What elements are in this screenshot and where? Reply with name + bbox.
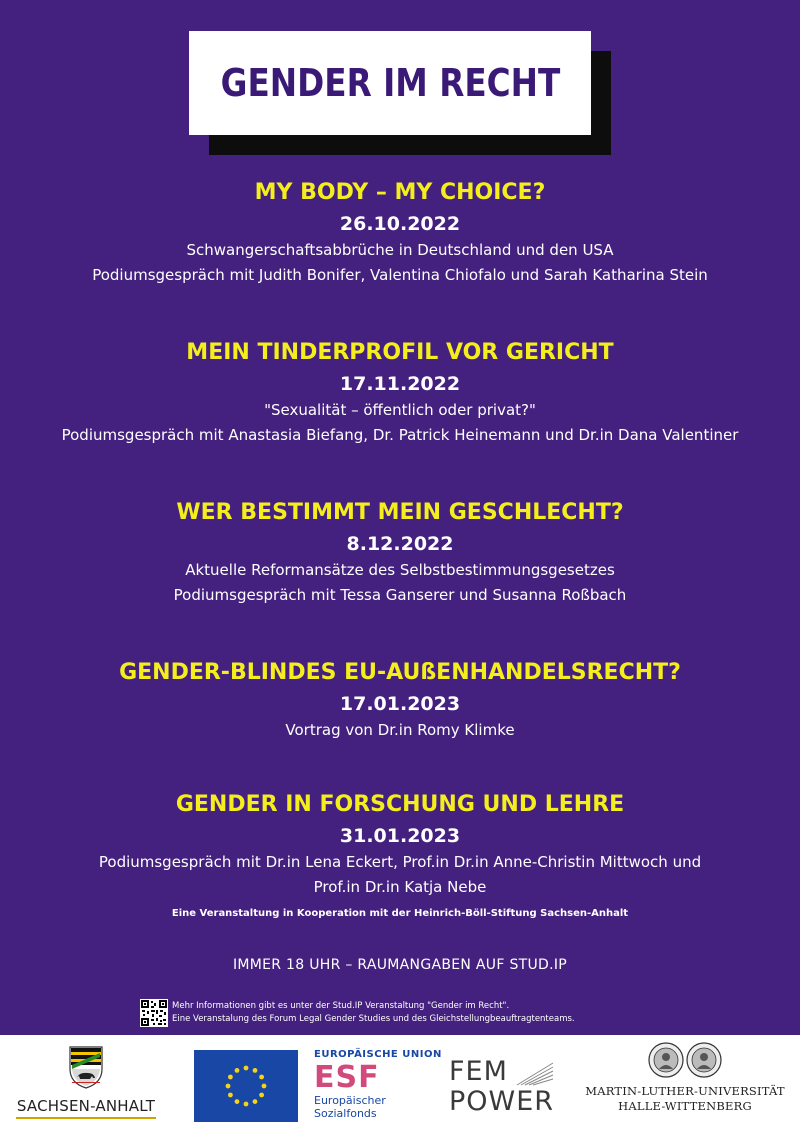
event-list: [0, 176, 800, 922]
fem-label: FEM: [449, 1056, 508, 1087]
fem-power-logo: [449, 1057, 589, 1117]
event-date: 8.12.2022: [346, 533, 454, 555]
event-5: [0, 788, 800, 922]
sachsen-anhalt-label: SACHSEN-ANHALT: [16, 1097, 156, 1115]
university-seal-icon: [686, 1042, 722, 1078]
power-label: POWER: [449, 1086, 555, 1117]
cooperation-note: Eine Veranstaltung in Kooperation mit der Heinrich-Böll-Stiftung Sachsen-Anhalt: [171, 908, 629, 919]
mlu-logo: [585, 1042, 785, 1114]
event-date: 26.10.2022: [339, 213, 461, 235]
info-block: [140, 998, 575, 1028]
event-date: 17.11.2022: [339, 373, 461, 395]
event-speakers: Vortrag von Dr.in Romy Klimke: [285, 721, 515, 739]
event-speakers: Podiumsgespräch mit Tessa Ganserer und Susanna Roßbach: [173, 586, 627, 604]
qr-code-icon[interactable]: [140, 999, 168, 1027]
title-block: [189, 31, 591, 135]
info-line-1: Mehr Informationen gibt es unter der Stud.IP Veranstaltung "Gender im Recht".: [172, 1001, 510, 1011]
time-note: IMMER 18 UHR – RAUMANGABEN AUF STUD.IP: [232, 957, 568, 973]
event-title: MY BODY – MY CHOICE?: [254, 180, 546, 205]
event-4: [0, 656, 800, 788]
esf-abbreviation: ESF: [314, 1060, 380, 1095]
event-date: 17.01.2023: [339, 693, 461, 715]
event-1: [0, 176, 800, 336]
fem-power-graphic-icon: [515, 1061, 555, 1087]
title-box: [189, 31, 591, 135]
eu-flag-icon: [194, 1050, 298, 1122]
mlu-name-line-2: HALLE-WITTENBERG: [618, 1099, 752, 1113]
event-2: [0, 336, 800, 496]
university-seal-icon: [648, 1042, 684, 1078]
sachsen-anhalt-logo: [6, 1045, 166, 1119]
esf-logo: [314, 1049, 444, 1120]
event-speakers-continued: Prof.in Dr.in Katja Nebe: [313, 878, 487, 896]
event-3: [0, 496, 800, 656]
sachsen-anhalt-underline: [16, 1117, 156, 1119]
esf-union-label: EUROPÄISCHE UNION: [314, 1049, 442, 1060]
event-title: GENDER-BLINDES EU-AUßENHANDELSRECHT?: [119, 660, 681, 685]
event-speakers: Podiumsgespräch mit Anastasia Biefang, Dr. Patrick Heinemann und Dr.in Dana Valentiner: [61, 426, 739, 444]
sponsor-footer: [0, 1035, 800, 1132]
coat-of-arms-icon: [68, 1045, 104, 1089]
mlu-seals: [585, 1042, 785, 1078]
event-speakers: Podiumsgespräch mit Dr.in Lena Eckert, Prof.in Dr.in Anne-Christin Mittwoch und: [98, 853, 702, 871]
esf-name-line-1: Europäischer: [314, 1094, 386, 1107]
event-title: WER BESTIMMT MEIN GESCHLECHT?: [176, 500, 624, 525]
event-title: GENDER IN FORSCHUNG UND LEHRE: [175, 792, 625, 817]
event-description: "Sexualität – öffentlich oder privat?": [264, 401, 536, 419]
page-title: GENDER IM RECHT: [220, 61, 560, 105]
info-text: [172, 1000, 575, 1026]
event-speakers: Podiumsgespräch mit Judith Bonifer, Valentina Chiofalo und Sarah Katharina Stein: [92, 266, 708, 284]
event-date: 31.01.2023: [339, 825, 461, 847]
esf-name-line-2: Sozialfonds: [314, 1107, 377, 1120]
event-description: Schwangerschaftsabbrüche in Deutschland und den USA: [186, 241, 614, 259]
event-description: Aktuelle Reformansätze des Selbstbestimmungsgesetzes: [185, 561, 615, 579]
mlu-name-line-1: MARTIN-LUTHER-UNIVERSITÄT: [585, 1084, 785, 1098]
event-title: MEIN TINDERPROFIL VOR GERICHT: [186, 340, 614, 365]
info-line-2: Eine Veranstalung des Forum Legal Gender Studies und des Gleichstellungbeauftragtenteams.: [172, 1014, 575, 1024]
